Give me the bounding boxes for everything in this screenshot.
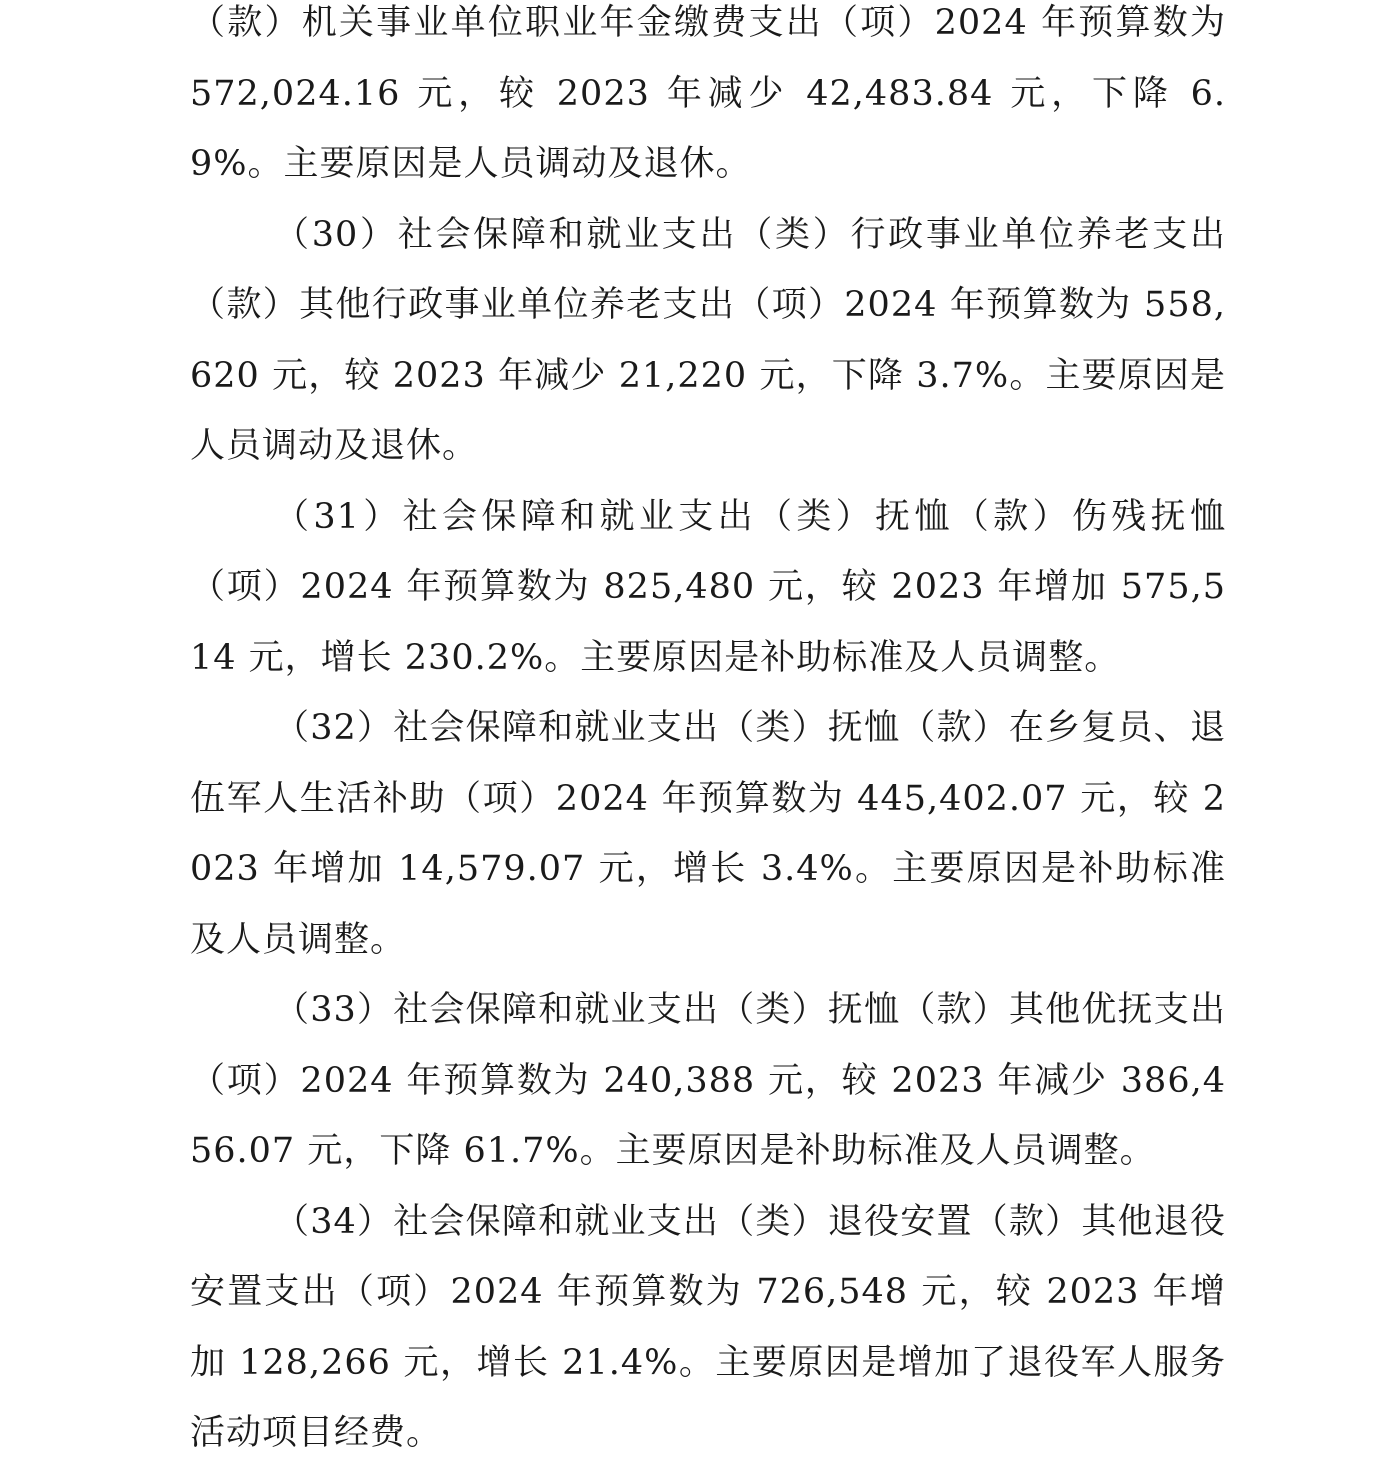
paragraph-item-31: （31）社会保障和就业支出（类）抚恤（款）伤残抚恤（项）2024 年预算数为 825,480 元，较 2023 年增加 575,514 元，增长 230.2%。主要原因是补助标准及人员调整。 (190, 496, 1226, 678)
document-page (190, 0, 1226, 1469)
paragraph-item-32: （32）社会保障和就业支出（类）抚恤（款）在乡复员、退伍军人生活补助（项）2024 年预算数为 445,402.07 元，较 2023 年增加 14,579.07 元，增长 3.4%。主要原因是补助标准及人员调整。 (190, 708, 1226, 960)
paragraph-item-33: （33）社会保障和就业支出（类）抚恤（款）其他优抚支出（项）2024 年预算数为 240,388 元，较 2023 年减少 386,456.07 元，下降 61.7%。主要原因是补助标准及人员调整。 (190, 990, 1226, 1171)
paragraph-item-34: （34）社会保障和就业支出（类）退役安置（款）其他退役安置支出（项）2024 年预算数为 726,548 元，较 2023 年增加 128,266 元，增长 21.4%。主要原因是增加了退役军人服务活动项目经费。 (190, 1201, 1226, 1453)
paragraph-item-30: （30）社会保障和就业支出（类）行政事业单位养老支出（款）其他行政事业单位养老支出（项）2024 年预算数为 558,620 元，较 2023 年减少 21,220 元，下降 3.7%。主要原因是人员调动及退休。 (190, 214, 1226, 466)
paragraph-item-29-continued: （款）机关事业单位职业年金缴费支出（项）2024 年预算数为 572,024.16 元，较 2023 年减少 42,483.84 元，下降 6.9%。主要原因是人员调动及退休。 (190, 3, 1226, 184)
